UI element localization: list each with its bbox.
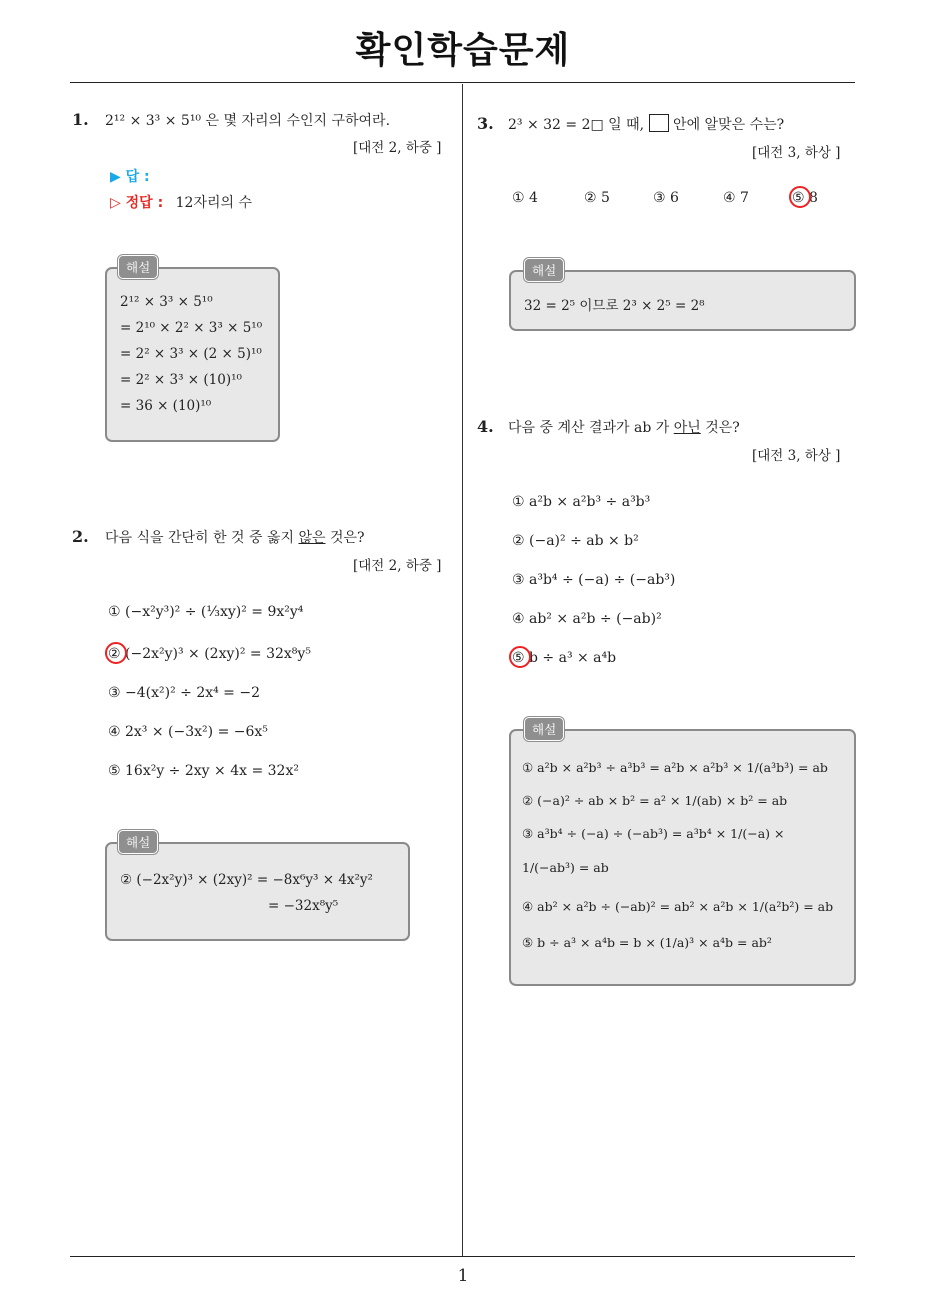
q1-solution-line: = 36 × (10)¹⁰: [120, 398, 212, 414]
q1-number: 1.: [72, 110, 89, 129]
q3-selected-mark: [789, 186, 811, 208]
page-number: 1: [457, 1266, 469, 1286]
q2-meta: [대전 2, 하중 ]: [353, 558, 442, 574]
q2-selected-mark: [105, 642, 127, 664]
footer-divider: [70, 1256, 855, 1257]
q4-meta: [대전 3, 하상 ]: [752, 448, 841, 464]
q2-solution-line: = −32x⁸y⁵: [268, 898, 339, 914]
q3-choice[interactable]: ④ 7: [723, 190, 749, 206]
q4-solution-line: ① a²b × a²b³ ÷ a³b³ = a²b × a²b³ × 1/(a³b³) = ab: [522, 760, 828, 775]
q1-solution-tag: 해설: [118, 255, 158, 279]
q2-solution-box: [105, 842, 410, 941]
q4-choice[interactable]: ② (−a)² ÷ ab × b²: [512, 533, 639, 549]
q1-solution-line: = 2² × 3³ × (2 × 5)¹⁰: [120, 346, 262, 362]
q1-correct-label: ▷ 정답 :: [110, 195, 164, 211]
q3-choice[interactable]: ① 4: [512, 190, 538, 206]
q2-choice[interactable]: ④ 2x³ × (−3x²) = −6x⁵: [108, 724, 268, 740]
q1-meta: [대전 2, 하중 ]: [353, 140, 442, 156]
q3-choice[interactable]: ② 5: [584, 190, 610, 206]
q2-solution-tag: 해설: [118, 830, 158, 854]
q3-choice[interactable]: ⑤ 8: [792, 190, 818, 206]
q3-meta: [대전 3, 하상 ]: [752, 145, 841, 161]
answer-blank: [649, 114, 669, 132]
q1-solution-line: = 2² × 3³ × (10)¹⁰: [120, 372, 242, 388]
q2-choice[interactable]: ③ −4(x²)² ÷ 2x⁴ = −2: [108, 685, 260, 701]
q4-solution-line: ② (−a)² ÷ ab × b² = a² × 1/(ab) × b² = ab: [522, 793, 788, 808]
q2-solution-line: ② (−2x²y)³ × (2xy)² = −8x⁶y³ × 4x²y²: [120, 872, 373, 888]
q4-question: 다음 중 계산 결과가 ab 가 아닌 것은?: [508, 420, 740, 436]
q4-selected-mark: [509, 646, 531, 668]
q4-solution-line: ③ a³b⁴ ÷ (−a) ÷ (−ab³) = a³b⁴ × 1/(−a) ×: [522, 826, 785, 841]
q1-answer-label: ▶ 답 :: [110, 169, 150, 185]
q4-solution-line: ④ ab² × a²b ÷ (−ab)² = ab² × a²b × 1/(a²b²) = ab: [522, 899, 834, 914]
q4-choice[interactable]: ⑤ b ÷ a³ × a⁴b: [512, 650, 617, 666]
q1-question: 2¹² × 3³ × 5¹⁰ 은 몇 자리의 수인지 구하여라.: [105, 113, 391, 129]
q2-number: 2.: [72, 527, 89, 546]
page-title: 확인학습문제: [355, 30, 571, 71]
q1-correct-row: [110, 192, 252, 212]
q4-choice[interactable]: ④ ab² × a²b ÷ (−ab)²: [512, 611, 662, 627]
q4-solution-line: ⑤ b ÷ a³ × a⁴b = b × (1/a)³ × a⁴b = ab²: [522, 935, 772, 950]
q2-question: 다음 식을 간단히 한 것 중 옳지 않은 것은?: [105, 530, 365, 546]
q4-number: 4.: [477, 417, 494, 436]
q1-solution-line: = 2¹⁰ × 2² × 3³ × 5¹⁰: [120, 320, 263, 336]
q2-choice[interactable]: ⑤ 16x²y ÷ 2xy × 4x = 32x²: [108, 763, 299, 779]
q4-solution-tag: 해설: [524, 717, 564, 741]
q3-number: 3.: [477, 114, 494, 133]
header-divider: [70, 82, 855, 83]
q1-solution-line: 2¹² × 3³ × 5¹⁰: [120, 294, 213, 310]
q4-solution-line: 1/(−ab³) = ab: [522, 860, 609, 875]
column-divider: [462, 84, 463, 1256]
q3-question: 2³ × 32 = 2□ 일 때, 안에 알맞은 수는?: [508, 114, 784, 134]
q3-solution-tag: 해설: [524, 258, 564, 282]
q2-choice[interactable]: ① (−x²y³)² ÷ (⅓xy)² = 9x²y⁴: [108, 604, 304, 620]
q3-choice[interactable]: ③ 6: [653, 190, 679, 206]
q2-choice[interactable]: ② (−2x²y)³ × (2xy)² = 32x⁸y⁵: [108, 646, 311, 662]
q1-correct-value: 12자리의 수: [175, 195, 252, 211]
q4-choice[interactable]: ① a²b × a²b³ ÷ a³b³: [512, 494, 651, 510]
q4-choice[interactable]: ③ a³b⁴ ÷ (−a) ÷ (−ab³): [512, 572, 676, 588]
q3-solution-line: 32 = 2⁵ 이므로 2³ × 2⁵ = 2⁸: [524, 298, 705, 314]
